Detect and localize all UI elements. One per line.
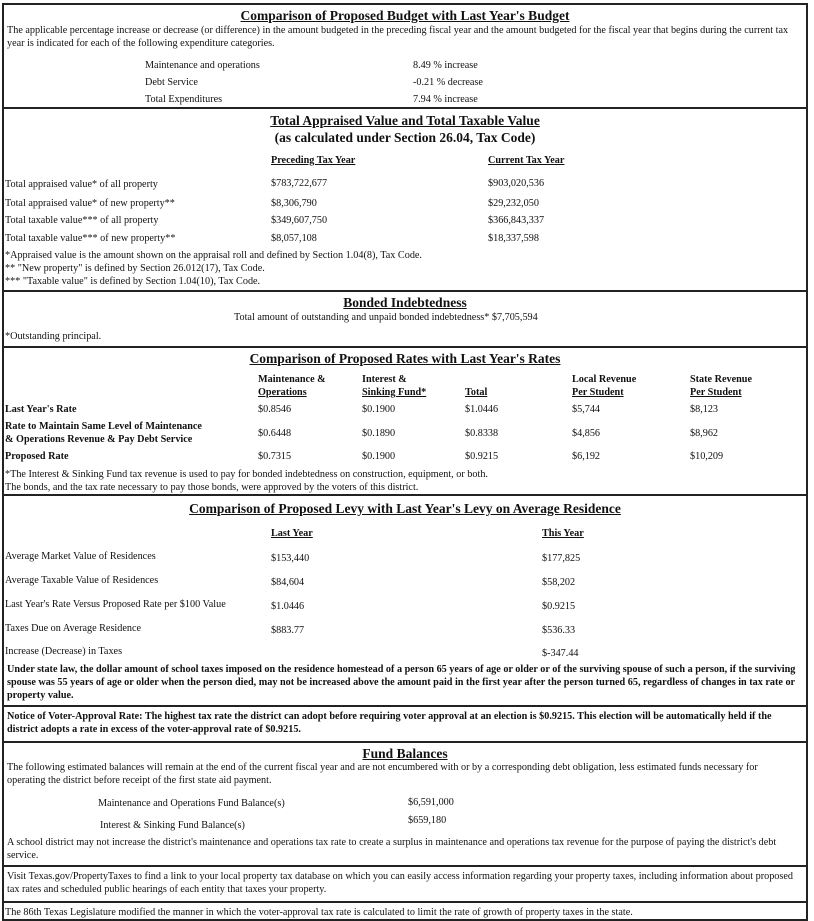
budget-row-value: 7.94 % increase (413, 94, 478, 105)
rate-is: $0.1890 (362, 428, 396, 439)
levy-row-this: $536.33 (542, 625, 576, 636)
rate-row-label: Rate to Maintain Same Level of Maintenance (5, 421, 202, 432)
rate-local: $5,744 (572, 404, 601, 415)
appraised-title: Total Appraised Value and Total Taxable Value (270, 113, 540, 128)
fund-row-value: $6,591,000 (408, 797, 454, 808)
levy-row-this: $-347.44 (542, 648, 579, 659)
visit-section (2, 865, 808, 901)
fund-row-value: $659,180 (408, 815, 447, 826)
appraised-note: *** "Taxable value" is defined by Section 1.04(10), Tax Code. (5, 276, 261, 287)
rate-total: $0.8338 (465, 428, 499, 439)
appraised-row-curr: $29,232,050 (488, 198, 539, 209)
levy-title: Comparison of Proposed Levy with Last Year's Levy on Average Residence (189, 501, 621, 516)
levy-row-label: Increase (Decrease) in Taxes (5, 646, 123, 657)
rate-total: $0.9215 (465, 451, 499, 462)
levy-row-last: $153,440 (271, 553, 310, 564)
bonded-note: *Outstanding principal. (5, 331, 102, 342)
fund-note: A school district may not increase the district's maintenance and operations tax rate to create a surplus in maintenance and operations tax revenue for the purpose of paying the district's debt service. (7, 837, 777, 862)
rate-is: $0.1900 (362, 404, 396, 415)
budget-row-label: Total Expenditures (145, 94, 223, 105)
levy-row-this: $177,825 (542, 553, 581, 564)
levy-row-this: $0.9215 (542, 601, 576, 612)
rate-total: $1.0446 (465, 404, 499, 415)
fund-balances-section (2, 741, 808, 865)
appraised-note: *Appraised value is the amount shown on the appraisal roll and defined by Section 1.04(8), Tax Code. (5, 250, 422, 261)
budget-title: Comparison of Proposed Budget with Last Year's Budget (240, 8, 570, 23)
levy-row-last: $84,604 (271, 577, 305, 588)
fund-row-label: Interest & Sinking Fund Balance(s) (100, 820, 245, 831)
appraised-row-prev: $783,722,677 (271, 178, 328, 189)
budget-intro: The applicable percentage increase or decrease (or difference) in the amount budgeted in the preceding fiscal year and the amount budgeted for the fiscal year that begins during the current tax year is indicated for each of the following expenditure categories. (7, 25, 789, 50)
col-header-last-year: Last Year (271, 528, 313, 539)
header-state-revenue: State Revenue (690, 374, 752, 385)
rate-local: $6,192 (572, 451, 601, 462)
col-header-current: Current Tax Year (488, 155, 565, 166)
levy-row-label: Average Market Value of Residences (5, 551, 156, 562)
bonded-total: Total amount of outstanding and unpaid bonded indebtedness* $7,705,594 (234, 312, 538, 323)
appraised-row-curr: $903,020,536 (488, 178, 545, 189)
appraised-row-curr: $366,843,337 (488, 215, 545, 226)
budget-row-label: Debt Service (145, 77, 198, 88)
fund-title: Fund Balances (362, 746, 448, 761)
levy-row-label: Average Taxable Value of Residences (5, 575, 159, 586)
budget-row-label: Maintenance and operations (145, 60, 260, 71)
legislature-text: The 86th Texas Legislature modified the manner in which the voter-approval tax rate is calculated to limit the rate of growth of property taxes in the state. (5, 907, 633, 918)
visit-text: Visit Texas.gov/PropertyTaxes to find a link to your local property tax database on which you can easily access information regarding your property taxes, including information about proposed tax rates and scheduled public hearings of each entity that taxes your property. (7, 871, 793, 896)
legislature-section (2, 901, 808, 921)
rate-local: $4,856 (572, 428, 601, 439)
appraised-subtitle: (as calculated under Section 26.04, Tax Code) (274, 130, 536, 145)
voter-approval-notice: Notice of Voter-Approval Rate: The highest tax rate the district can adopt before requiring voter approval at an election is $0.9215. This election will be automatically held if the district adopts a rate in excess of the voter-approval rate of $0.9215. (7, 711, 772, 736)
bonded-title: Bonded Indebtedness (343, 295, 467, 310)
levy-row-label: Taxes Due on Average Residence (5, 623, 142, 634)
rates-note: *The Interest & Sinking Fund tax revenue is used to pay for bonded indebtedness on construction, equipment, or both. (5, 469, 488, 480)
rate-state: $8,123 (690, 404, 719, 415)
rate-is: $0.1900 (362, 451, 396, 462)
col-header-preceding: Preceding Tax Year (271, 155, 356, 166)
header-interest-sinking-2: Sinking Fund* (362, 387, 427, 398)
header-state-revenue-2: Per Student (690, 387, 742, 398)
rates-note: The bonds, and the tax rate necessary to pay those bonds, were approved by the voters of this district. (5, 482, 419, 493)
levy-section (2, 494, 808, 705)
fund-row-label: Maintenance and Operations Fund Balance(s) (98, 798, 285, 809)
budget-row-value: -0.21 % decrease (413, 77, 483, 88)
header-maint-ops: Maintenance & (258, 374, 326, 385)
rate-state: $8,962 (690, 428, 719, 439)
rate-mo: $0.6448 (258, 428, 292, 439)
header-maint-ops-2: Operations (258, 387, 307, 398)
state-law-notice: Under state law, the dollar amount of school taxes imposed on the residence homestead of a person 65 years of age or older or of the surviving spouse of such a person, if the surviving spouse was 55 years of age or older when the person died, may not be increased above the amount paid in the first year after the person turned 65, regardless of changes in tax rate or property value. (7, 664, 796, 702)
appraised-row-prev: $349,607,750 (271, 215, 328, 226)
rate-row-label: Last Year's Rate (5, 404, 77, 415)
header-local-revenue-2: Per Student (572, 387, 624, 398)
appraised-row-label: Total taxable value*** of all property (5, 215, 159, 226)
levy-row-last: $883.77 (271, 625, 305, 636)
appraised-section (2, 107, 808, 290)
col-header-this-year: This Year (542, 528, 584, 539)
rate-mo: $0.7315 (258, 451, 292, 462)
appraised-row-label: Total appraised value* of all property (5, 179, 158, 190)
voter-approval-section (2, 705, 808, 741)
rate-row-label: Proposed Rate (5, 451, 69, 462)
budget-section (2, 3, 808, 107)
appraised-row-label: Total taxable value*** of new property** (5, 233, 176, 244)
budget-row-value: 8.49 % increase (413, 60, 478, 71)
rate-row-label-2: & Operations Revenue & Pay Debt Service (5, 434, 193, 445)
appraised-note: ** "New property" is defined by Section 26.012(17), Tax Code. (5, 263, 265, 274)
appraised-row-prev: $8,057,108 (271, 233, 317, 244)
appraised-row-label: Total appraised value* of new property** (5, 198, 175, 209)
tax-notice-page (2, 0, 812, 921)
appraised-row-curr: $18,337,598 (488, 233, 539, 244)
rate-state: $10,209 (690, 451, 724, 462)
header-local-revenue: Local Revenue (572, 374, 637, 385)
bonded-section (2, 290, 808, 346)
levy-row-label: Last Year's Rate Versus Proposed Rate per $100 Value (5, 599, 226, 610)
appraised-row-prev: $8,306,790 (271, 198, 317, 209)
header-total: Total (465, 387, 488, 398)
rate-mo: $0.8546 (258, 404, 292, 415)
levy-row-last: $1.0446 (271, 601, 305, 612)
header-interest-sinking: Interest & (362, 374, 407, 385)
fund-intro: The following estimated balances will remain at the end of the current fiscal year and are not encumbered with or by a corresponding debt obligation, less estimated funds necessary for operating the district before receipt of the first state aid payment. (7, 762, 758, 787)
rates-title: Comparison of Proposed Rates with Last Year's Rates (249, 351, 561, 366)
levy-row-this: $58,202 (542, 577, 576, 588)
rates-section (2, 346, 808, 494)
